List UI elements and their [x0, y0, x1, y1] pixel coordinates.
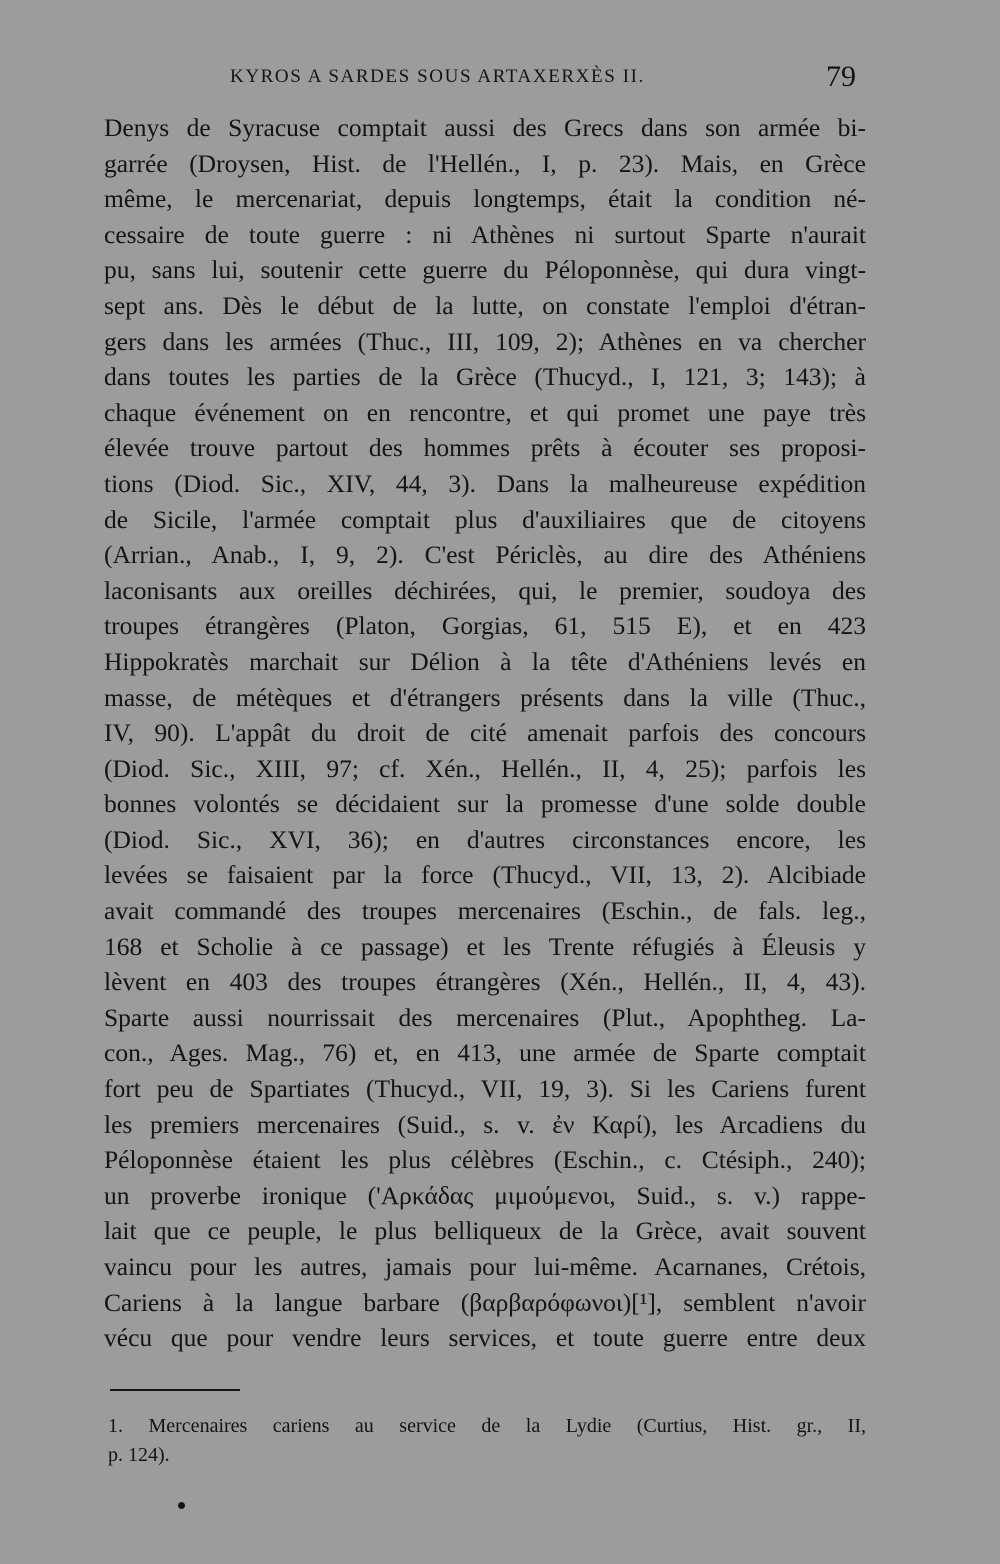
- text-line: Péloponnèse étaient les plus célèbres (Eschin., c. Ctésiph., 240);: [104, 1145, 866, 1175]
- text-line: même, le mercenariat, depuis longtemps, était la condition né-: [104, 184, 866, 214]
- text-line: de Sicile, l'armée comptait plus d'auxiliaires que de citoyens: [104, 504, 866, 534]
- text-line: con., Ages. Mag., 76) et, en 413, une armée de Sparte comptait: [104, 1038, 866, 1068]
- text-line: tions (Diod. Sic., XIV, 44, 3). Dans la malheureuse expédition: [104, 468, 866, 498]
- text-line: Cariens à la langue barbare (βαρβαρόφωνοι)[¹], semblent n'avoir: [104, 1287, 866, 1317]
- text-line: sept ans. Dès le début de la lutte, on constate l'emploi d'étran-: [104, 290, 866, 320]
- text-line: avait commandé des troupes mercenaires (Eschin., de fals. leg.,: [104, 896, 866, 926]
- text-line: pu, sans lui, soutenir cette guerre du Péloponnèse, qui dura vingt-: [104, 255, 866, 285]
- text-line: gers dans les armées (Thuc., III, 109, 2); Athènes en va chercher: [104, 326, 866, 356]
- text-line: un proverbe ironique ('Αρκάδας μιμούμενοι, Suid., s. v.) rappe-: [104, 1180, 866, 1210]
- text-line: fort peu de Spartiates (Thucyd., VII, 19, 3). Si les Cariens furent: [104, 1074, 866, 1104]
- text-line: (Diod. Sic., XVI, 36); en d'autres circonstances encore, les: [104, 824, 866, 854]
- footnote-separator: [110, 1389, 240, 1391]
- footnote: [108, 1412, 866, 1470]
- text-line: 168 et Scholie à ce passage) et les Trente réfugiés à Éleusis y: [104, 931, 866, 961]
- text-line: vaincu pour les autres, jamais pour lui-même. Acarnanes, Crétois,: [104, 1252, 866, 1281]
- text-line: élevée trouve partout des hommes prêts à écouter ses proposi-: [104, 433, 866, 463]
- text-line: levées se faisaient par la force (Thucyd., VII, 13, 2). Alcibiade: [104, 860, 866, 890]
- text-line: Sparte aussi nourrissait des mercenaires (Plut., Apophtheg. La-: [104, 1002, 866, 1032]
- footnote-line: 1. Mercenaires cariens au service de la Lydie (Curtius, Hist. gr., II,: [108, 1415, 866, 1437]
- text-line: garrée (Droysen, Hist. de l'Hellén., I, p. 23). Mais, en Grèce: [104, 148, 866, 178]
- text-line: cessaire de toute guerre : ni Athènes ni surtout Sparte n'aurait: [104, 219, 866, 249]
- text-line: les premiers mercenaires (Suid., s. v. ἐν Καρί), les Arcadiens du: [104, 1109, 866, 1139]
- text-line: Hippokratès marchait sur Délion à la tête d'Athéniens levés en: [104, 646, 866, 676]
- body-text: [104, 110, 866, 1356]
- text-line: (Diod. Sic., XIII, 97; cf. Xén., Hellén., II, 4, 25); parfois les: [104, 753, 866, 783]
- page-number: 79: [826, 60, 856, 93]
- text-line: lait que ce peuple, le plus belliqueux de la Grèce, avait souvent: [104, 1216, 866, 1246]
- ink-dot: [178, 1502, 185, 1509]
- text-line: lèvent en 403 des troupes étrangères (Xén., Hellén., II, 4, 43).: [104, 967, 866, 997]
- running-title: KYROS A SARDES SOUS ARTAXERXÈS II.: [230, 66, 645, 87]
- text-line: chaque événement on en rencontre, et qui promet une paye très: [104, 397, 866, 427]
- text-line: masse, de métèques et d'étrangers présents dans la ville (Thuc.,: [104, 682, 866, 712]
- footnote-line: p. 124).: [108, 1444, 170, 1466]
- text-line: vécu que pour vendre leurs services, et toute guerre entre deux: [104, 1323, 866, 1353]
- text-line: laconisants aux oreilles déchirées, qui, le premier, soudoya des: [104, 575, 866, 605]
- text-line: bonnes volontés se décidaient sur la promesse d'une solde double: [104, 789, 866, 819]
- text-line: (Arrian., Anab., I, 9, 2). C'est Périclès, au dire des Athéniens: [104, 540, 866, 570]
- text-line: troupes étrangères (Platon, Gorgias, 61, 515 E), et en 423: [104, 611, 866, 641]
- text-line: IV, 90). L'appât du droit de cité amenait parfois des concours: [104, 718, 866, 748]
- text-line: dans toutes les parties de la Grèce (Thucyd., I, 121, 3; 143); à: [104, 362, 866, 392]
- text-line: Denys de Syracuse comptait aussi des Grecs dans son armée bi-: [104, 113, 866, 142]
